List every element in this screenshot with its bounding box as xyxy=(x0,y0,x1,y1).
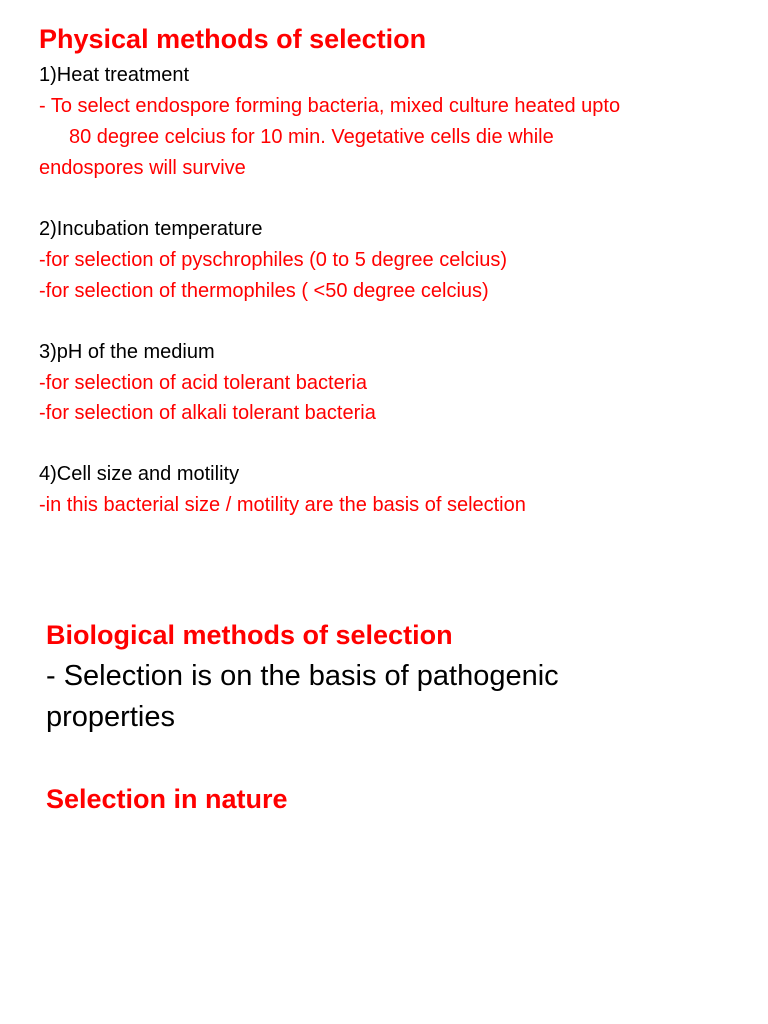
incubation-temperature-line-1: -for selection of pyschrophiles (0 to 5 degree celcius) xyxy=(39,249,508,271)
biological-methods-line-2: properties xyxy=(46,701,175,733)
selection-in-nature-heading: Selection in nature xyxy=(46,784,288,814)
cell-size-motility-line-1: -in this bacterial size / motility are the basis of selection xyxy=(39,494,526,516)
incubation-temperature-title: 2)Incubation temperature xyxy=(39,218,263,240)
biological-methods-line-1: - Selection is on the basis of pathogenic xyxy=(46,660,559,692)
biological-methods-heading: Biological methods of selection xyxy=(46,620,453,650)
heat-treatment-title: 1)Heat treatment xyxy=(39,64,190,86)
heat-treatment-line-3: endospores will survive xyxy=(39,157,246,179)
physical-methods-heading: Physical methods of selection xyxy=(39,24,427,54)
ph-medium-line-1: -for selection of acid tolerant bacteria xyxy=(39,372,367,394)
heat-treatment-line-1: - To select endospore forming bacteria, mixed culture heated upto xyxy=(39,95,621,117)
incubation-temperature-line-2: -for selection of thermophiles ( <50 degree celcius) xyxy=(39,280,489,302)
heat-treatment-line-2: 80 degree celcius for 10 min. Vegetative cells die while xyxy=(69,126,554,148)
ph-medium-line-2: -for selection of alkali tolerant bacteria xyxy=(39,402,376,424)
ph-medium-title: 3)pH of the medium xyxy=(39,341,215,363)
cell-size-motility-title: 4)Cell size and motility xyxy=(39,463,240,485)
